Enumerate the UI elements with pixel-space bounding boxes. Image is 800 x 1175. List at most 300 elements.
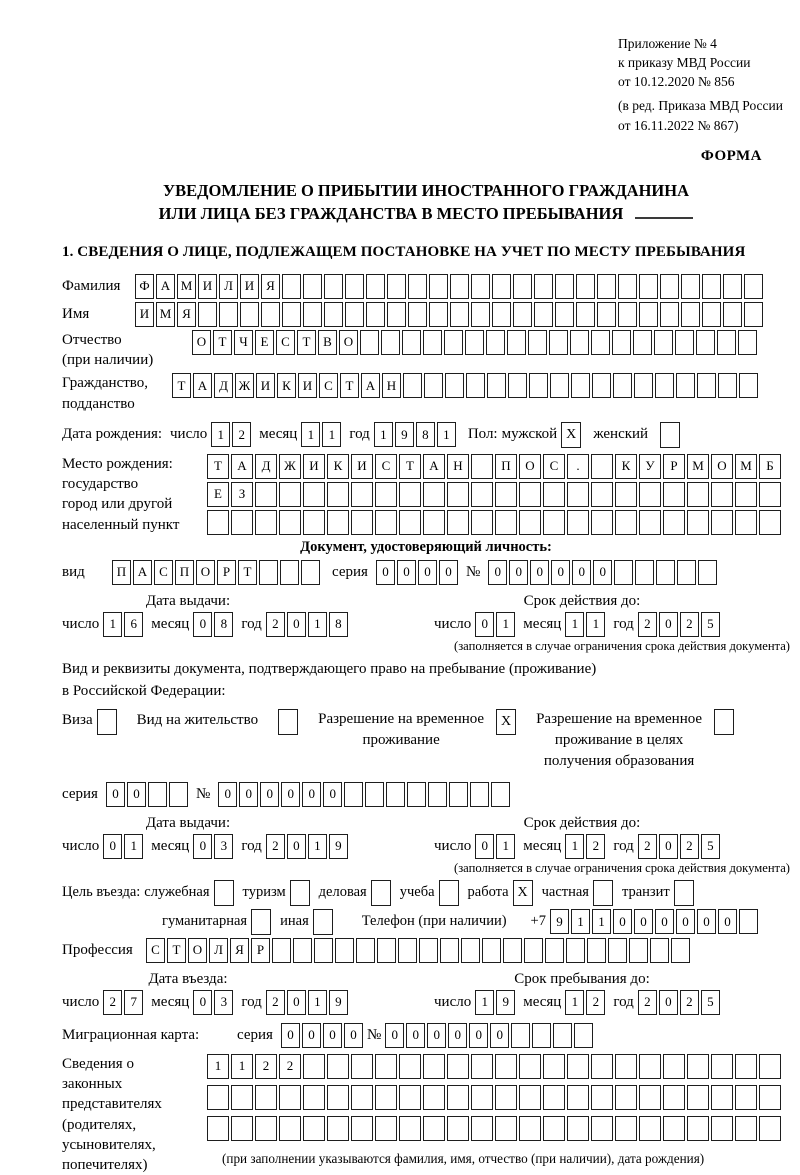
char-cell[interactable] [702,302,721,327]
char-cell[interactable] [532,1023,551,1048]
char-cell[interactable] [591,1085,613,1110]
char-cell[interactable]: С [276,330,295,355]
char-cell[interactable]: 0 [418,560,437,585]
char-cell[interactable]: 5 [701,612,720,637]
char-cell[interactable]: 8 [416,422,435,447]
char-cell[interactable] [635,560,654,585]
char-cell[interactable]: 0 [659,990,678,1015]
char-cell[interactable]: 1 [308,612,327,637]
char-cell[interactable] [634,373,653,398]
char-cell[interactable] [279,482,301,507]
char-cell[interactable] [399,510,421,535]
char-cell[interactable] [681,274,700,299]
char-cell[interactable] [711,482,733,507]
char-cell[interactable]: Д [214,373,233,398]
char-cell[interactable] [387,274,406,299]
char-cell[interactable]: Т [399,454,421,479]
char-cell[interactable]: К [327,454,349,479]
char-cell[interactable]: 1 [322,422,341,447]
char-cell[interactable]: Н [447,454,469,479]
char-cell[interactable]: 0 [260,782,279,807]
char-cell[interactable]: 0 [572,560,591,585]
char-cell[interactable]: С [146,938,165,963]
char-cell[interactable] [566,938,585,963]
char-cell[interactable]: Е [207,482,229,507]
char-cell[interactable] [687,1085,709,1110]
char-cell[interactable] [279,510,301,535]
char-cell[interactable] [375,510,397,535]
char-cell[interactable] [654,330,673,355]
char-cell[interactable] [534,302,553,327]
char-cell[interactable]: И [240,274,259,299]
char-cell[interactable] [639,1116,661,1141]
char-cell[interactable]: М [735,454,757,479]
char-cell[interactable] [735,1116,757,1141]
char-cell[interactable] [553,1023,572,1048]
char-cell[interactable] [377,938,396,963]
char-cell[interactable] [495,482,517,507]
char-cell[interactable] [613,373,632,398]
char-cell[interactable] [471,302,490,327]
purpose-transit-checkbox[interactable] [674,880,694,906]
char-cell[interactable] [219,302,238,327]
char-cell[interactable]: Т [297,330,316,355]
char-cell[interactable] [534,274,553,299]
char-cell[interactable] [344,782,363,807]
char-cell[interactable] [519,1116,541,1141]
char-cell[interactable] [327,1116,349,1141]
char-cell[interactable]: 2 [266,834,285,859]
char-cell[interactable] [550,373,569,398]
char-cell[interactable] [567,1085,589,1110]
char-cell[interactable]: Е [255,330,274,355]
char-cell[interactable] [676,373,695,398]
char-cell[interactable]: 1 [565,990,584,1015]
char-cell[interactable]: 1 [308,834,327,859]
char-cell[interactable]: И [198,274,217,299]
char-cell[interactable] [528,330,547,355]
char-cell[interactable] [402,330,421,355]
char-cell[interactable] [687,1116,709,1141]
char-cell[interactable] [345,274,364,299]
purpose-tourism-checkbox[interactable] [290,880,310,906]
char-cell[interactable] [495,510,517,535]
char-cell[interactable] [663,1116,685,1141]
temp-residence-checkbox[interactable]: X [496,709,516,735]
char-cell[interactable] [303,1085,325,1110]
char-cell[interactable] [615,1085,637,1110]
char-cell[interactable] [335,938,354,963]
char-cell[interactable] [282,274,301,299]
char-cell[interactable] [759,510,781,535]
char-cell[interactable] [744,302,763,327]
char-cell[interactable]: 0 [676,909,695,934]
char-cell[interactable]: Л [219,274,238,299]
char-cell[interactable] [543,482,565,507]
char-cell[interactable] [650,938,669,963]
char-cell[interactable]: 9 [329,834,348,859]
char-cell[interactable]: 0 [427,1023,446,1048]
char-cell[interactable] [543,510,565,535]
char-cell[interactable]: 0 [490,1023,509,1048]
char-cell[interactable] [567,482,589,507]
char-cell[interactable]: 0 [697,909,716,934]
char-cell[interactable] [327,510,349,535]
char-cell[interactable] [759,1116,781,1141]
char-cell[interactable] [399,1054,421,1079]
char-cell[interactable]: 0 [193,834,212,859]
char-cell[interactable]: 2 [680,834,699,859]
char-cell[interactable]: 0 [469,1023,488,1048]
char-cell[interactable] [656,560,675,585]
char-cell[interactable] [615,1054,637,1079]
char-cell[interactable]: И [256,373,275,398]
char-cell[interactable] [303,1116,325,1141]
char-cell[interactable]: С [375,454,397,479]
char-cell[interactable] [597,302,616,327]
char-cell[interactable]: 0 [406,1023,425,1048]
char-cell[interactable] [513,274,532,299]
char-cell[interactable]: Б [759,454,781,479]
char-cell[interactable] [449,782,468,807]
char-cell[interactable]: 8 [329,612,348,637]
char-cell[interactable]: Л [209,938,228,963]
char-cell[interactable]: 1 [374,422,393,447]
char-cell[interactable] [633,330,652,355]
char-cell[interactable]: О [192,330,211,355]
char-cell[interactable] [303,510,325,535]
char-cell[interactable]: 1 [592,909,611,934]
char-cell[interactable]: 2 [680,612,699,637]
char-cell[interactable] [614,560,633,585]
char-cell[interactable]: А [423,454,445,479]
char-cell[interactable] [356,938,375,963]
char-cell[interactable]: 0 [103,834,122,859]
char-cell[interactable]: 0 [323,782,342,807]
char-cell[interactable]: Т [238,560,257,585]
char-cell[interactable]: 2 [680,990,699,1015]
char-cell[interactable]: . [567,454,589,479]
char-cell[interactable] [231,1085,253,1110]
char-cell[interactable] [519,482,541,507]
char-cell[interactable]: 7 [124,990,143,1015]
char-cell[interactable] [663,1085,685,1110]
char-cell[interactable]: М [177,274,196,299]
char-cell[interactable] [444,330,463,355]
char-cell[interactable] [375,1054,397,1079]
char-cell[interactable] [519,510,541,535]
char-cell[interactable] [428,782,447,807]
char-cell[interactable] [660,274,679,299]
char-cell[interactable]: 1 [571,909,590,934]
char-cell[interactable] [366,302,385,327]
char-cell[interactable]: 0 [239,782,258,807]
char-cell[interactable]: 2 [103,990,122,1015]
char-cell[interactable]: 0 [106,782,125,807]
char-cell[interactable] [471,1085,493,1110]
char-cell[interactable] [279,1116,301,1141]
char-cell[interactable]: 0 [323,1023,342,1048]
char-cell[interactable]: П [175,560,194,585]
char-cell[interactable] [696,330,715,355]
char-cell[interactable] [639,510,661,535]
char-cell[interactable] [759,1085,781,1110]
char-cell[interactable] [303,482,325,507]
char-cell[interactable] [591,510,613,535]
char-cell[interactable]: В [318,330,337,355]
char-cell[interactable] [739,909,758,934]
char-cell[interactable]: У [639,454,661,479]
char-cell[interactable] [702,274,721,299]
char-cell[interactable] [608,938,627,963]
char-cell[interactable]: К [277,373,296,398]
char-cell[interactable] [351,510,373,535]
char-cell[interactable]: Т [340,373,359,398]
char-cell[interactable] [169,782,188,807]
char-cell[interactable]: 1 [496,834,515,859]
char-cell[interactable]: О [339,330,358,355]
char-cell[interactable]: Р [251,938,270,963]
char-cell[interactable]: С [319,373,338,398]
char-cell[interactable]: Т [213,330,232,355]
char-cell[interactable]: 6 [124,612,143,637]
char-cell[interactable] [471,510,493,535]
char-cell[interactable] [723,302,742,327]
char-cell[interactable] [639,274,658,299]
char-cell[interactable] [366,274,385,299]
char-cell[interactable]: Я [230,938,249,963]
char-cell[interactable] [655,373,674,398]
char-cell[interactable]: К [615,454,637,479]
char-cell[interactable]: М [156,302,175,327]
char-cell[interactable] [711,1116,733,1141]
char-cell[interactable] [407,782,426,807]
char-cell[interactable] [717,330,736,355]
char-cell[interactable]: 0 [655,909,674,934]
char-cell[interactable]: С [543,454,565,479]
char-cell[interactable]: 0 [613,909,632,934]
char-cell[interactable] [471,274,490,299]
char-cell[interactable] [419,938,438,963]
purpose-private-checkbox[interactable] [593,880,613,906]
char-cell[interactable] [639,1085,661,1110]
char-cell[interactable] [255,482,277,507]
char-cell[interactable]: 2 [255,1054,277,1079]
char-cell[interactable] [261,302,280,327]
char-cell[interactable]: 5 [701,990,720,1015]
char-cell[interactable] [739,373,758,398]
char-cell[interactable] [280,560,299,585]
char-cell[interactable] [423,1054,445,1079]
char-cell[interactable] [663,510,685,535]
char-cell[interactable]: 8 [214,612,233,637]
char-cell[interactable] [639,302,658,327]
char-cell[interactable]: 1 [475,990,494,1015]
char-cell[interactable] [718,373,737,398]
char-cell[interactable] [711,1085,733,1110]
char-cell[interactable] [279,1085,301,1110]
char-cell[interactable]: З [231,482,253,507]
char-cell[interactable]: 0 [439,560,458,585]
char-cell[interactable] [491,782,510,807]
purpose-official-checkbox[interactable] [214,880,234,906]
char-cell[interactable] [327,1054,349,1079]
char-cell[interactable] [450,302,469,327]
char-cell[interactable] [399,1085,421,1110]
char-cell[interactable] [470,782,489,807]
char-cell[interactable]: 0 [218,782,237,807]
char-cell[interactable] [408,302,427,327]
char-cell[interactable] [639,1054,661,1079]
char-cell[interactable]: 0 [530,560,549,585]
char-cell[interactable]: 0 [287,990,306,1015]
char-cell[interactable]: 1 [496,612,515,637]
char-cell[interactable]: 1 [207,1054,229,1079]
char-cell[interactable] [735,1054,757,1079]
char-cell[interactable]: Р [217,560,236,585]
char-cell[interactable] [399,1116,421,1141]
char-cell[interactable] [423,330,442,355]
char-cell[interactable] [663,1054,685,1079]
char-cell[interactable] [461,938,480,963]
char-cell[interactable] [207,510,229,535]
char-cell[interactable]: Я [261,274,280,299]
char-cell[interactable] [615,510,637,535]
char-cell[interactable]: 2 [586,990,605,1015]
char-cell[interactable] [440,938,459,963]
char-cell[interactable] [403,373,422,398]
char-cell[interactable] [687,482,709,507]
char-cell[interactable] [591,454,613,479]
char-cell[interactable] [423,1085,445,1110]
char-cell[interactable]: Ж [235,373,254,398]
char-cell[interactable] [399,482,421,507]
char-cell[interactable] [495,1085,517,1110]
char-cell[interactable]: 1 [211,422,230,447]
char-cell[interactable]: П [112,560,131,585]
char-cell[interactable] [207,1085,229,1110]
char-cell[interactable] [207,1116,229,1141]
char-cell[interactable] [429,302,448,327]
char-cell[interactable] [301,560,320,585]
char-cell[interactable]: Т [207,454,229,479]
char-cell[interactable]: 5 [701,834,720,859]
char-cell[interactable]: П [495,454,517,479]
purpose-business-checkbox[interactable] [371,880,391,906]
char-cell[interactable] [471,1054,493,1079]
char-cell[interactable] [660,302,679,327]
char-cell[interactable] [314,938,333,963]
char-cell[interactable]: И [135,302,154,327]
char-cell[interactable]: А [231,454,253,479]
char-cell[interactable] [543,1085,565,1110]
char-cell[interactable] [612,330,631,355]
char-cell[interactable]: 2 [266,990,285,1015]
char-cell[interactable]: 1 [308,990,327,1015]
char-cell[interactable] [471,1116,493,1141]
char-cell[interactable] [259,560,278,585]
char-cell[interactable]: 1 [565,612,584,637]
char-cell[interactable] [487,373,506,398]
char-cell[interactable] [447,1054,469,1079]
char-cell[interactable] [543,1054,565,1079]
char-cell[interactable]: О [519,454,541,479]
char-cell[interactable]: 2 [638,990,657,1015]
char-cell[interactable]: 1 [565,834,584,859]
char-cell[interactable]: И [351,454,373,479]
char-cell[interactable] [303,1054,325,1079]
char-cell[interactable] [375,1085,397,1110]
char-cell[interactable] [591,1116,613,1141]
char-cell[interactable] [375,1116,397,1141]
char-cell[interactable] [629,938,648,963]
char-cell[interactable] [255,510,277,535]
char-cell[interactable]: Т [167,938,186,963]
char-cell[interactable]: 0 [193,990,212,1015]
char-cell[interactable] [567,1054,589,1079]
char-cell[interactable] [711,510,733,535]
char-cell[interactable] [303,302,322,327]
char-cell[interactable]: 2 [638,612,657,637]
char-cell[interactable]: 0 [127,782,146,807]
char-cell[interactable] [543,1116,565,1141]
char-cell[interactable] [231,510,253,535]
char-cell[interactable] [511,1023,530,1048]
char-cell[interactable]: Д [255,454,277,479]
char-cell[interactable] [507,330,526,355]
char-cell[interactable]: 0 [718,909,737,934]
char-cell[interactable] [677,560,696,585]
purpose-humanitarian-checkbox[interactable] [251,909,271,935]
char-cell[interactable] [687,1054,709,1079]
char-cell[interactable]: 1 [103,612,122,637]
char-cell[interactable] [327,1085,349,1110]
char-cell[interactable] [545,938,564,963]
char-cell[interactable] [360,330,379,355]
char-cell[interactable]: 0 [385,1023,404,1048]
char-cell[interactable] [408,274,427,299]
char-cell[interactable] [293,938,312,963]
char-cell[interactable] [303,274,322,299]
char-cell[interactable]: 1 [437,422,456,447]
char-cell[interactable] [386,782,405,807]
char-cell[interactable] [327,482,349,507]
char-cell[interactable]: С [154,560,173,585]
char-cell[interactable]: И [298,373,317,398]
char-cell[interactable]: 0 [475,612,494,637]
char-cell[interactable] [519,1085,541,1110]
char-cell[interactable]: 0 [302,1023,321,1048]
char-cell[interactable]: 1 [586,612,605,637]
char-cell[interactable]: А [133,560,152,585]
char-cell[interactable] [555,302,574,327]
char-cell[interactable] [592,373,611,398]
char-cell[interactable] [486,330,505,355]
char-cell[interactable] [723,274,742,299]
char-cell[interactable]: Ч [234,330,253,355]
char-cell[interactable]: А [156,274,175,299]
char-cell[interactable] [567,510,589,535]
char-cell[interactable] [423,482,445,507]
char-cell[interactable] [513,302,532,327]
char-cell[interactable] [447,1085,469,1110]
char-cell[interactable]: Н [382,373,401,398]
char-cell[interactable]: 0 [376,560,395,585]
char-cell[interactable] [639,482,661,507]
char-cell[interactable] [744,274,763,299]
char-cell[interactable]: 9 [550,909,569,934]
char-cell[interactable] [447,482,469,507]
